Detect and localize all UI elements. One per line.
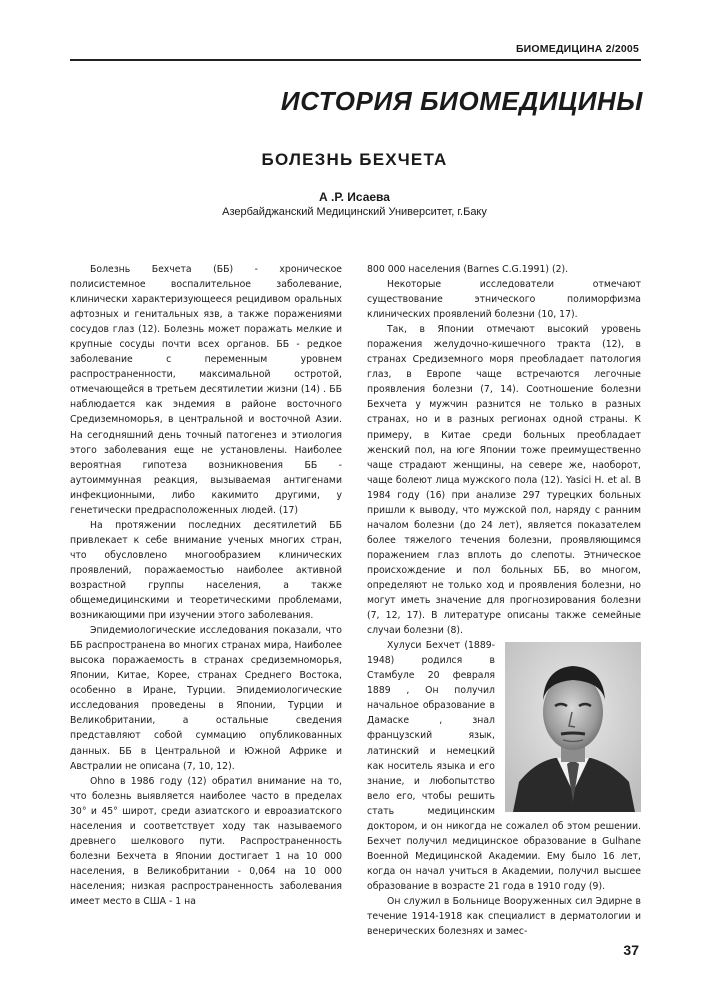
- paragraph: Хулуси Бехчет (1889-1948) родился в Стамбуле 20 февраля 1889 , Он получил начальное образование в Дамаске , знал французский язык, латинский и немецкий как носитель языка и его знание, и любопытство вело его, чтобы решить стать медицинским доктором, и он никогда не сожалел об этом решении. Бехчет получил медицинское образование в Gulhane Военной Медицинской Академии. Ему было 16 лет, когда он начал учиться в Академии, получил высшее образование в возрасте 21 года в 1910 году (9).: [367, 640, 641, 892]
- header-rule: [70, 59, 641, 61]
- paragraph: Эпидемиологические исследования показали, что ББ распространена во многих странах мира, Наиболее высока поражаемость в странах средиземноморья, Японии, Китае, Корее, странах Среднего Востока, особенно в Иране, Турции. Эпидемиологические исследования проведены в Японии, Турции и Великобритании, а остальные сведения представляют собой суммацию опубликованных данных. ББ в Центральной и Южной Африке и Австралии не описана (7, 10, 12).: [70, 625, 342, 772]
- paragraph: Ohno в 1986 году (12) обратил внимание на то, что болезнь выявляется наиболее часто в пределах 30° и 45° широт, среди азиатского и евроазиатского населения и соответствует ходу так называемого древнего шелкового пути. Распространенность болезни Бехчета в Японии достигает 1 на 10 000 населения, в Великобритании - 0,064 на 10 000 населения; низкая распространенность заболевания имеет место в США - 1 на: [70, 775, 342, 907]
- paragraph: Он служил в Больнице Вооруженных сил Эдирне в течение 1914-1918 как специалист в дерматологии и венерических болезнях и замес-: [367, 895, 641, 938]
- journal-header: БИОМЕДИЦИНА 2/2005: [515, 43, 639, 55]
- section-title: ИСТОРИЯ БИОМЕДИЦИНЫ: [280, 86, 643, 116]
- paragraph: Болезнь Бехчета (ББ) - хроническое полисистемное воспалительное заболевание, клинически характеризующееся рецидивом оральных афтозных и генитальных язв, а также поражениями сосудов глаз (12). Болезнь может поражать мелкие и крупные сосуды почти всех органов. ББ - редкое заболевание с переменным уровнем распространенности, максимальной остротой, отмечающейся в третьем десятилетии жизни (14) . ББ наблюдается как эндемия в районе восточного Средиземноморья, в центральной и восточной Азии. На сегодняшний день точный патогенез и этиология этого заболевания еще не установлены. Наиболее вероятная гипотеза возникновения ББ - аутоиммунная реакция, вызываемая антигенами инфекционными, либо какимито другими, у генетически предрасположенных людей. (17): [70, 264, 342, 516]
- page-number: 37: [623, 942, 639, 958]
- paragraph: На протяжении последних десятилетий ББ привлекает к себе внимание ученых многих стран, что обусловлено многообразием клинических проявлений, поражаемостью наиболее активной возрастной группы населения, а также общемедицинскими и теоретическими проблемами, возникающими при изучении этого заболевания.: [70, 519, 342, 622]
- paragraph: Так, в Японии отмечают высокий уровень поражения желудочно-кишечного тракта (12), в странах Средиземного моря преобладает патология глаз, в Европе чаще встречаются легочные проявления болезни (7, 14). Соотношение болезни Бехчета у мужчин разнится не только в разных странах, но и в разных регионах одной страны. К примеру, в Китае среди больных преобладает женский пол, на юге Японии тоже преимущественно чаще страдают женщины, на севере же, наоборот, чаще болеют лица мужского пола (12). Yasici H. et al. В 1984 году (16) при анализе 297 турецких больных пришли к выводу, что мужской пол, наряду с ранним началом болезни (до 24 лет), является показателем более тяжелого течения болезни, проявляющимся поражением глаз вплоть до слепоты. Этническое происхождение и пол больных ББ, во многом, определяют не только ход и проявления болезни, но могут иметь значение для прогнозирования болезни (7, 12, 17). В литературе описаны также семейные случаи болезни (8).: [367, 324, 641, 637]
- paragraph-continuation: 800 000 населения (Barnes C.G.1991) (2).: [367, 264, 569, 275]
- article-affiliation: Азербайджанский Медицинский Университет, г.Баку: [222, 206, 487, 218]
- article-title: БОЛЕЗНЬ БЕХЧЕТА: [261, 150, 448, 169]
- paragraph: Некоторые исследователи отмечают существование этнического полиморфизма клинических проявлений болезни (10, 17).: [367, 279, 641, 321]
- right-column: [367, 262, 641, 939]
- portrait-photo: [505, 642, 641, 812]
- article-author: А .Р. Исаева: [319, 190, 390, 204]
- left-column: [70, 262, 342, 909]
